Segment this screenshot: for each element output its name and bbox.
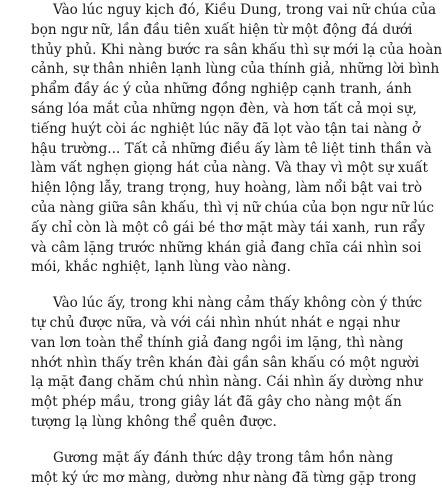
text-line: phẩm đầy ác ý của những đồng nghiệp cạnh tranh, ánh xyxy=(31,81,412,98)
text-line: ấy chỉ còn là một cô gái bé thơ mặt mày tái xanh, run rẩy xyxy=(31,219,426,236)
text-line: van lơn toàn thể thính giả đang ngồi im lặng, thì nàng xyxy=(31,334,404,351)
text-line: hậu trường... Tất cả những điều ấy làm tê liệt tinh thần và xyxy=(31,140,432,157)
text-line: một ký ức mơ màng, dường như nàng đã từng gặp trong xyxy=(31,469,417,486)
text-line: mói, khắc nghiệt, lạnh lùng vào nàng. xyxy=(31,259,291,276)
text-line: Gương mặt ấy đánh thức dậy trong tâm hồn nàng xyxy=(53,449,394,466)
text-line: và câm lặng trước những khán giả đang chĩa cái nhìn soi xyxy=(31,239,422,256)
text-line: tiếng huýt còi ác nghiệt lúc nãy đã lọt vào tận tai nàng ở xyxy=(31,120,421,137)
text-line: thủy phủ. Khi nàng bước ra sân khấu thì sự mới lạ của hoàn xyxy=(31,41,442,58)
text-line: sáng lóa mắt của những ngọn đèn, và hơn tất cả mọi sự, xyxy=(31,100,417,117)
text-line: cảnh, sự thân nhiên lạnh lùng của thính giả, những lời bình xyxy=(31,61,440,78)
text-line: nhớt nhìn thấy trên khán đài gần sân khấu có một người xyxy=(31,354,420,371)
text-line: làm vất nghẹn giọng hát của nàng. Và thay vì một sự xuất xyxy=(31,160,428,177)
text-line: bọn ngư nữ, lần đầu tiên xuất hiện từ một động đá dưới xyxy=(31,21,413,38)
text-line: tượng lạ lùng không thể quên được. xyxy=(31,413,277,430)
text-line: một phép mầu, trong giây lát đã gây cho nàng một ấn xyxy=(31,394,402,411)
text-line: Vào lúc nguy kịch đó, Kiều Dung, trong vai nữ chúa của xyxy=(53,2,437,18)
text-line: lạ mặt đang chăm chú nhìn nàng. Cái nhìn ấy dường như xyxy=(31,374,423,391)
text-line: hiện lộng lẫy, trang trọng, huy hoàng, làm nổi bật vai trò xyxy=(31,180,423,197)
text-line: của nàng giữa sân khấu, thì vị nữ chúa của bọn ngư nữ lúc xyxy=(31,199,434,216)
text-body xyxy=(31,1,442,504)
text-line: Vào lúc ấy, trong khi nàng cảm thấy không còn ý thức xyxy=(53,295,423,312)
paragraph xyxy=(31,294,423,433)
paragraph xyxy=(31,449,417,489)
paragraph xyxy=(31,1,442,278)
text-line: tự chủ được nữa, và với cái nhìn nhút nhát e ngại như xyxy=(31,314,400,331)
